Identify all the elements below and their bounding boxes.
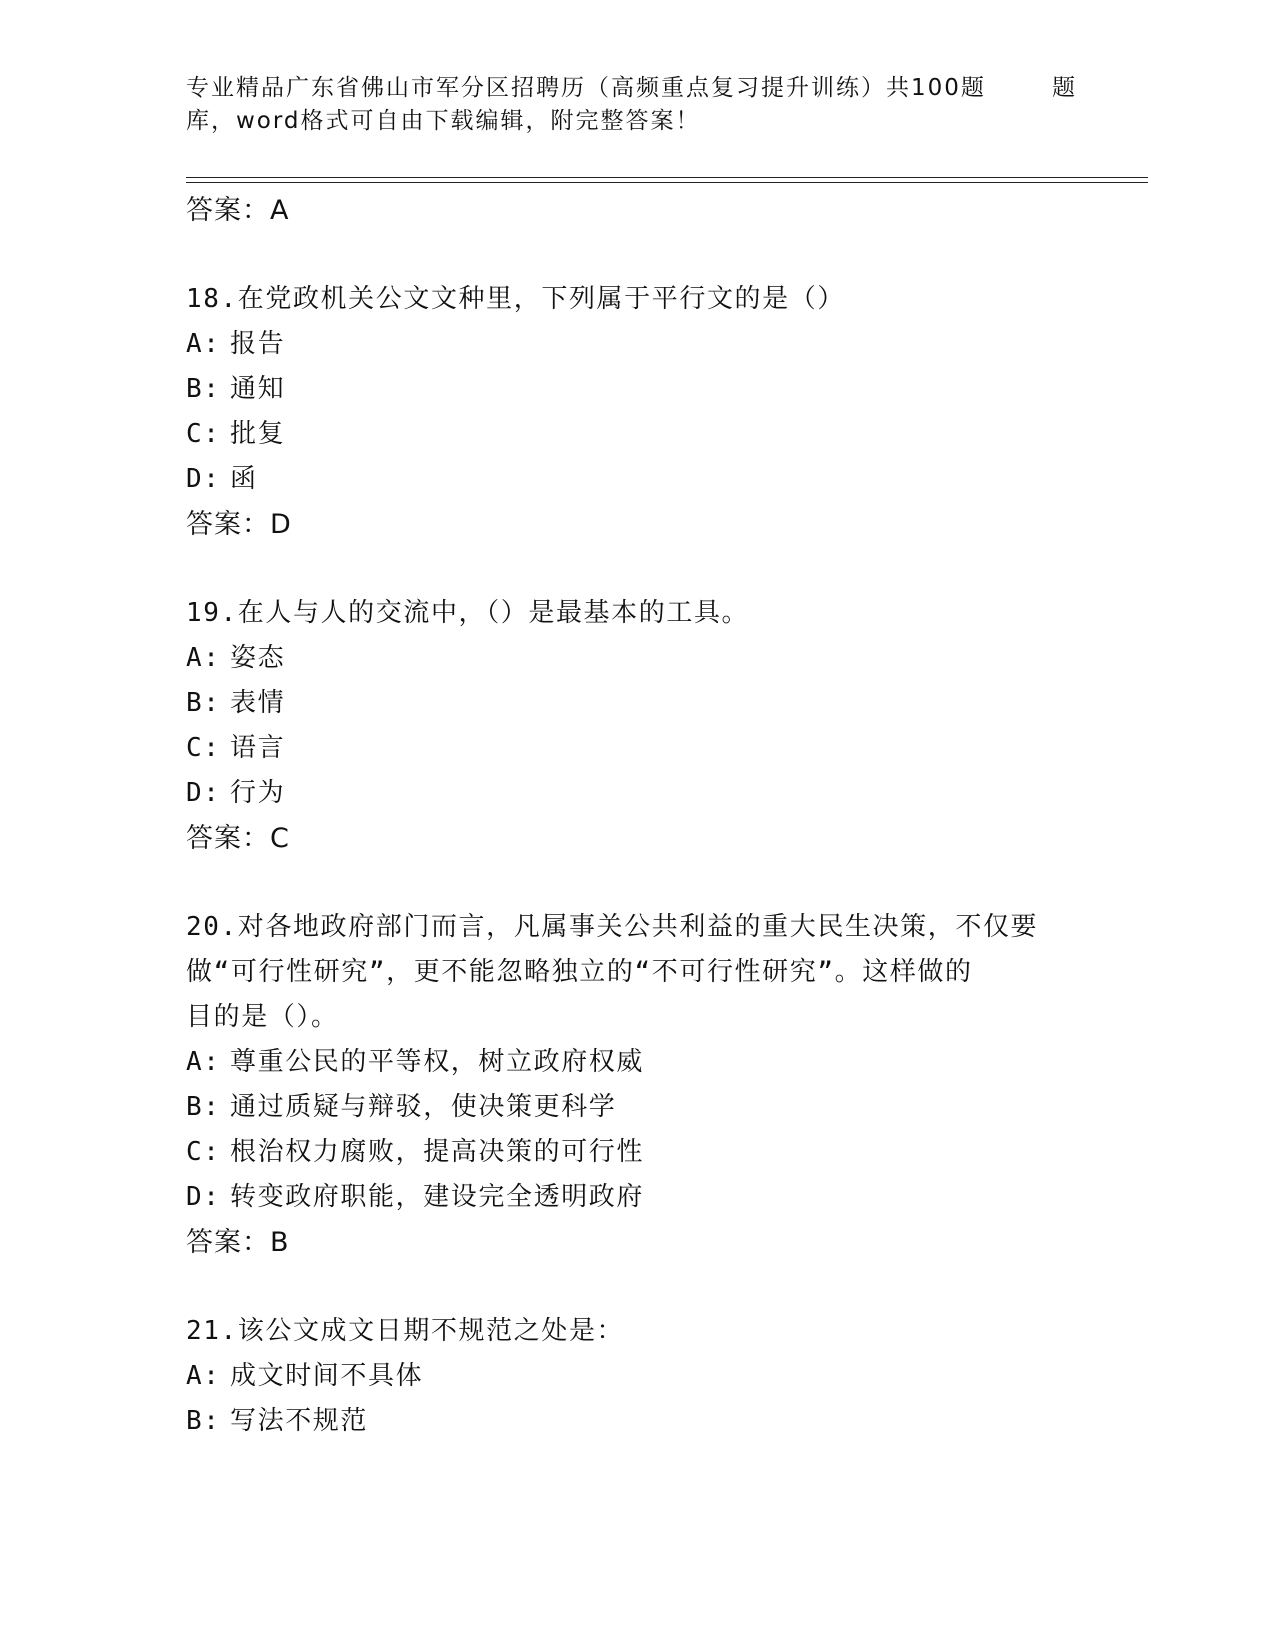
option-letter: A: — [186, 1361, 221, 1391]
option-letter: D: — [186, 464, 221, 494]
spacer — [186, 861, 1086, 905]
option-letter: D: — [186, 778, 221, 808]
question-20-answer: 答案：B — [186, 1227, 290, 1258]
question-20-option-b — [186, 1085, 1086, 1130]
option-text: 转变政府职能，建设完全透明政府 — [230, 1182, 645, 1212]
header-line-1 — [186, 72, 1086, 105]
question-20 — [186, 905, 1086, 1265]
option-text: 函 — [230, 464, 258, 494]
question-21 — [186, 1309, 1086, 1444]
option-letter: B: — [186, 1406, 221, 1436]
option-text: 表情 — [230, 688, 286, 718]
option-text: 姿态 — [230, 643, 286, 673]
option-letter: C: — [186, 1137, 221, 1167]
spacer — [186, 233, 1086, 277]
option-text: 批复 — [230, 419, 286, 449]
question-20-text-line-3: 目的是（）。 — [186, 1002, 339, 1032]
question-19-text: 19.在人与人的交流中，（）是最基本的工具。 — [186, 598, 750, 628]
question-20-option-a — [186, 1040, 1086, 1085]
question-19-option-b — [186, 681, 1086, 726]
question-19-option-a — [186, 636, 1086, 681]
question-18-option-b — [186, 367, 1086, 412]
question-20-option-c — [186, 1130, 1086, 1175]
option-text: 写法不规范 — [230, 1406, 369, 1436]
option-text: 尊重公民的平等权，树立政府权威 — [230, 1047, 645, 1077]
header-line-2: 库，word格式可自由下载编辑，附完整答案！ — [186, 108, 701, 134]
option-text: 通知 — [230, 374, 286, 404]
question-19-answer: 答案：C — [186, 823, 290, 854]
question-18-answer: 答案：D — [186, 509, 292, 540]
question-list — [186, 188, 1086, 1444]
question-19-option-d — [186, 771, 1086, 816]
option-text: 报告 — [230, 329, 286, 359]
option-text: 通过质疑与辩驳，使决策更科学 — [230, 1092, 617, 1122]
question-21-option-a — [186, 1354, 1086, 1399]
option-letter: D: — [186, 1182, 221, 1212]
answer-17: 答案：A — [186, 195, 290, 226]
option-text: 成文时间不具体 — [230, 1361, 424, 1391]
question-18 — [186, 277, 1086, 547]
question-18-option-a — [186, 322, 1086, 367]
question-21-option-b — [186, 1399, 1086, 1444]
header-divider-bottom — [186, 182, 1148, 183]
option-letter: A: — [186, 643, 221, 673]
option-letter: A: — [186, 1047, 221, 1077]
header-divider-top — [186, 177, 1148, 178]
question-18-option-c — [186, 412, 1086, 457]
option-letter: C: — [186, 419, 221, 449]
question-19-option-c — [186, 726, 1086, 771]
option-letter: A: — [186, 329, 221, 359]
spacer — [186, 1265, 1086, 1309]
question-20-text-line-1: 20.对各地政府部门而言，凡属事关公共利益的重大民生决策，不仅要 — [186, 912, 1039, 942]
option-letter: B: — [186, 1092, 221, 1122]
option-letter: B: — [186, 374, 221, 404]
spacer — [186, 547, 1086, 591]
option-text: 行为 — [230, 778, 286, 808]
option-text: 根治权力腐败，提高决策的可行性 — [230, 1137, 645, 1167]
question-18-option-d — [186, 457, 1086, 502]
question-20-text-line-2: 做“可行性研究”，更不能忽略独立的“不可行性研究”。这样做的 — [186, 957, 973, 987]
question-20-option-d — [186, 1175, 1086, 1220]
question-21-text: 21.该公文成文日期不规范之处是： — [186, 1316, 625, 1346]
question-18-text: 18.在党政机关公文文种里，下列属于平行文的是（） — [186, 284, 845, 314]
document-header — [186, 72, 1086, 138]
option-letter: C: — [186, 733, 221, 763]
header-title: 专业精品广东省佛山市军分区招聘历（高频重点复习提升训练）共100题 — [186, 75, 986, 101]
option-letter: B: — [186, 688, 221, 718]
option-text: 语言 — [230, 733, 286, 763]
header-title-tail: 题 — [1052, 75, 1077, 101]
question-19 — [186, 591, 1086, 861]
